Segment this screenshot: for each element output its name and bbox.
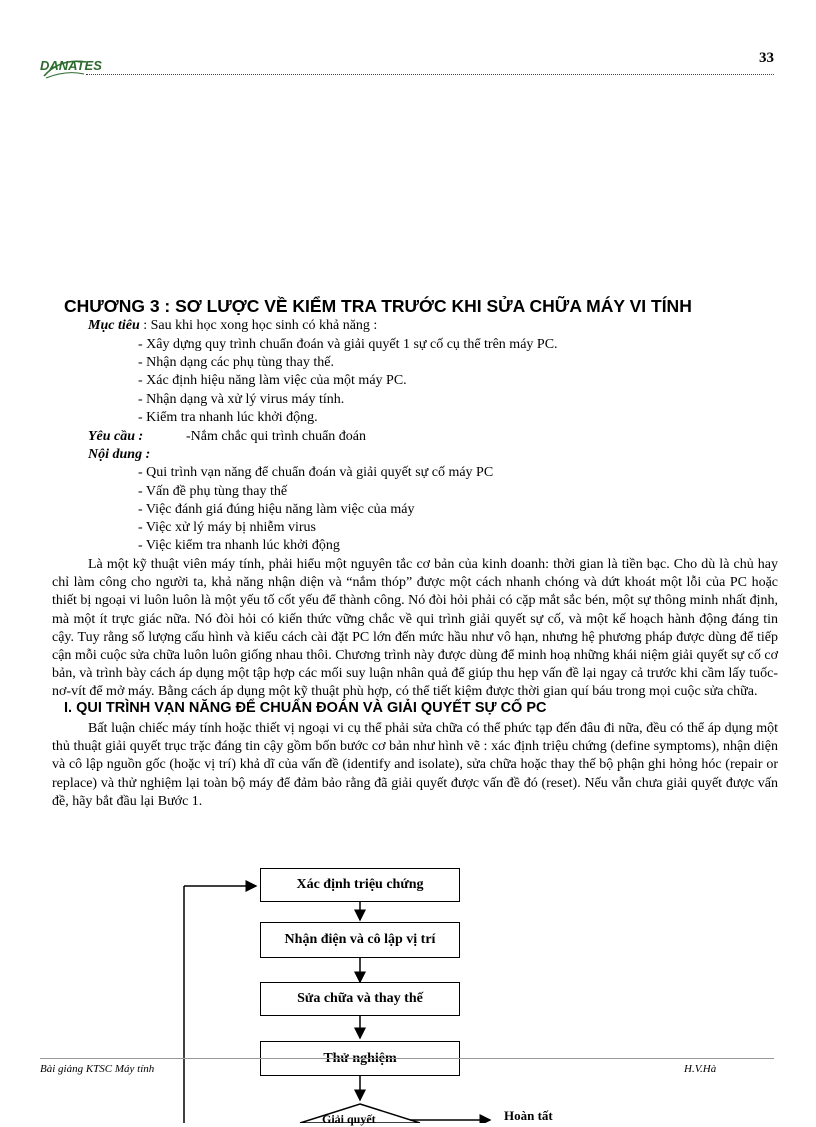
flow-step-define: Xác định triệu chứng — [260, 868, 460, 902]
requirement-label: Yêu cầu : — [88, 429, 144, 444]
flow-step-test: Thử nghiệm — [260, 1041, 460, 1076]
section-1-paragraph: Bất luận chiếc máy tính hoặc thiết vị ngoại vi cụ thể phải sửa chữa có thể phức tạp đến đâu đi nữa, đều có thể áp dụng một thủ thuật giải quyết trục trặc đáng tin cậy gồm bốn bước cơ bản như hình vẽ : xác định triệu chứng (define symptoms), nhận diện và cô lập nguồn gốc (hoặc vị trí) khả dĩ của vấn đề (identify and isolate), sửa chữa hoặc thay thế bộ phận ghi hỏng hóc (repair or replace) và thử nghiệm lại toàn bộ máy để đảm bảo rằng đã giải quyết được vấn đề đó (reset). Nếu vẫn chưa giải quyết được vấn đề, hãy bắt đầu lại Bước 1. — [52, 721, 778, 809]
footer-right: H.V.Hà — [684, 1063, 717, 1075]
objectives-intro: : Sau khi học xong học sinh có khả năng : — [139, 318, 378, 333]
flow-step-identify: Nhận điện và cô lập vị trí — [260, 922, 460, 958]
requirement-text: -Nắm chắc qui trình chuẩn đoán — [186, 429, 366, 444]
header-divider — [86, 74, 774, 75]
flow-step-repair: Sửa chữa và thay thế — [260, 982, 460, 1016]
page-number: 33 — [759, 50, 774, 66]
objective-item: - Nhận dạng và xử lý virus máy tính. — [138, 392, 345, 407]
content-label: Nội dung : — [88, 447, 151, 462]
content-item: - Việc kiểm tra nhanh lúc khởi động — [138, 538, 340, 553]
objective-item: - Kiểm tra nhanh lúc khởi động. — [138, 410, 318, 425]
footer-left: Bài giảng KTSC Máy tính — [40, 1063, 155, 1075]
footer-divider — [40, 1058, 774, 1059]
flow-decision-label: Giải quyết — [322, 1112, 376, 1126]
section-1-title: I. QUI TRÌNH VẠN NĂNG ĐỂ CHUẨN ĐOÁN VÀ GIẢI QUYẾT SỰ CỐ PC — [64, 700, 547, 716]
content-item: - Qui trình vạn năng để chuẩn đoán và giải quyết sự cố máy PC — [138, 465, 494, 480]
content-item: - Vấn đề phụ tùng thay thế — [138, 484, 288, 499]
objective-item: - Xác định hiệu năng làm việc của một máy PC. — [138, 373, 407, 388]
logo: DANATES — [40, 58, 102, 73]
objective-item: - Xây dựng quy trình chuẩn đoán và giải quyết 1 sự cố cụ thể trên máy PC. — [138, 337, 558, 352]
intro-paragraph: Là một kỹ thuật viên máy tính, phải hiểu một nguyên tắc cơ bản của kinh doanh: thời gian là tiền bạc. Cho dù là chủ hay chỉ làm công cho người ta, khả năng nhận diện và “nắm thóp” được một cách nhanh chóng và dứt khoát một lỗi của PC hoặc thiết bị ngoại vi luôn luôn là một yếu tố cốt yếu để thành công. Nó đòi hỏi phải có cặp mắt sắc bén, một sự thông minh nhất định, mà một ít trực giác nữa. Nó đòi hỏi có kiến thức vững chắc về qui trình giải quyết sự cố, và một kế hoạch hành động đáng tin cậy. Tuy rằng số lượng cấu hình và kiểu cách cài đặt PC lớn đến mức hầu như vô hạn, nhưng hệ phương pháp được dùng để tiếp cận mỗi cuộc sửa chữa luôn luôn giống nhau thôi. Chương trình này được dùng để minh hoạ những khái niệm giải quyết sự cố cơ bản, và trình bày cách áp dụng một tập hợp các mối suy luận nhân quả để giúp thu hẹp vấn đề lại ngay cả trước khi cầm lấy tuốc-nơ-vít để mở máy. Bằng cách áp dụng một kỹ thuật phù hợp, có thể tiết kiệm được thời gian quí báu trong mọi cuộc sửa chữa. — [52, 557, 778, 700]
objective-item: - Nhận dạng các phụ tùng thay thế. — [138, 355, 334, 370]
chapter-title: CHƯƠNG 3 : SƠ LƯỢC VỀ KIỂM TRA TRƯỚC KHI SỬA CHỮA MÁY VI TÍNH — [64, 296, 692, 316]
objectives-line — [88, 317, 377, 335]
objectives-label: Mục tiêu — [88, 318, 140, 333]
content-item: - Việc xử lý máy bị nhiễm virus — [138, 520, 316, 535]
flow-done-label: Hoàn tất — [504, 1108, 553, 1123]
content-item: - Việc đánh giá đúng hiệu năng làm việc của máy — [138, 502, 415, 517]
